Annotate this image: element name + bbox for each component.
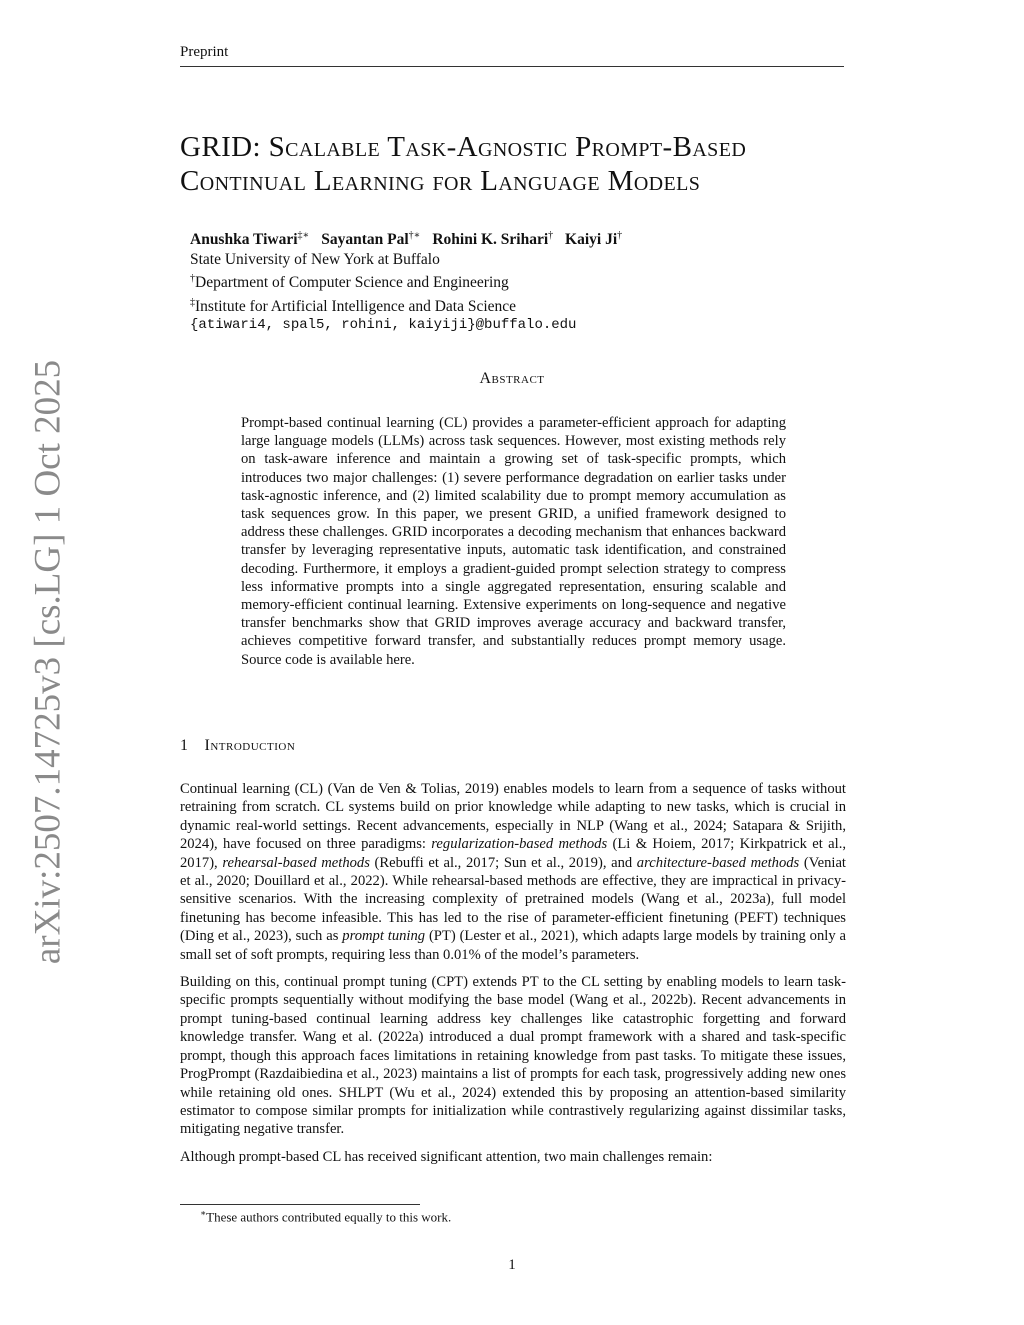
title-line-2: Continual Learning for Language Models bbox=[180, 165, 701, 197]
affiliation-department: †Department of Computer Science and Engineering bbox=[190, 273, 509, 292]
section-number: 1 bbox=[180, 737, 189, 754]
paragraph-1: Continual learning (CL) (Van de Ven & Tolias, 2019) enables models to learn from a sequence of tasks without retraining from scratch. CL systems build on prior knowledge while adapting to new tasks, which is crucial in dynamic real-world settings. Recent advancements, especially in NLP (Wang et al., 2024; Satapara & Srijith, 2024), have focused on three paradigms: regularization-based methods (Li & Hoiem, 2017; Kirkpatrick et al., 2017), rehearsal-based methods (Rebuffi et al., 2017; Sun et al., 2019), and architecture-based methods (Veniat et al., 2020; Douillard et al., 2022). While rehearsal-based methods are effective, they are impractical in privacy-sensitive scenarios. With the increasing complexity of pretrained models (Wang et al., 2023a), full model finetuning has become infeasible. This has led to the rise of parameter-efficient finetuning (PEFT) techniques (Ding et al., 2023), such as prompt tuning (PT) (Lester et al., 2021), which adapts large models by training only a small set of soft prompts, requiring less than 0.01% of the model’s parameters. bbox=[180, 781, 846, 963]
author: Sayantan Pal†∗ bbox=[321, 230, 421, 249]
paper-title bbox=[180, 130, 860, 198]
footnote: ∗These authors contributed equally to this work. bbox=[200, 1208, 452, 1225]
arxiv-identifier: arXiv:2507.14725v3 [cs.LG] 1 Oct 2025 bbox=[27, 359, 69, 965]
affiliation-institute: ‡Institute for Artificial Intelligence and Data Science bbox=[190, 296, 517, 315]
paragraph-2: Building on this, continual prompt tuning (CPT) extends PT to the CL setting by enabling models to learn task-specific prompts sequentially without modifying the base model (Wang et al., 2022b). Recent advancements in prompt tuning-based continual learning address key challenges like catastrophic forgetting and forward knowledge transfer. Wang et al. (2022a) introduced a dual prompt framework with a shared and task-specific prompt, though this approach faces limitations in retaining knowledge from past tasks. To mitigate these issues, ProgPrompt (Razdaibiedina et al., 2023) maintains a list of prompts for each task, progressively adding new ones while retaining old ones. SHLPT (Wu et al., 2024) extended this by proposing an attention-based similarity estimator to compose similar prompts for initialization while contrastively regularizing against dissimilar tasks, mitigating negative transfer. bbox=[180, 974, 846, 1138]
title-line-1: GRID: Scalable Task-Agnostic Prompt-Based bbox=[180, 131, 747, 163]
paragraph-3: Although prompt-based CL has received significant attention, two main challenges remain: bbox=[180, 1148, 713, 1165]
abstract-text: Prompt-based continual learning (CL) provides a parameter-efficient approach for adapting large language models (LLMs) across task sequences. However, most existing methods rely on task-aware inference and maintain a growing set of task-specific prompts, which introduces two major challenges: (1) severe performance degradation on earlier tasks under task-agnostic inference, and (2) limited scalability due to prompt memory accumulation as task sequences grow. In this paper, we present GRID, a unified framework designed to address these challenges. GRID incorporates a decoding mechanism that enhances backward transfer by leveraging representative inputs, automatic task identification, and constrained decoding. Furthermore, it employs a gradient-guided prompt selection strategy to compress less informative prompts into a single aggregated representation, ensuring scalable and memory-efficient continual learning. Extensive experiments on long-sequence and negative transfer benchmarks show that GRID improves average accuracy and backward transfer, achieves competitive forward transfer, and substantially reduces prompt memory usage. Source code is available here. bbox=[241, 415, 786, 668]
author: Rohini K. Srihari† bbox=[432, 230, 554, 249]
section-heading-introduction bbox=[180, 737, 295, 755]
header-rule bbox=[180, 66, 844, 67]
section-title: Introduction bbox=[204, 737, 296, 754]
page-number: 1 bbox=[508, 1257, 516, 1273]
author: Anushka Tiwari‡∗ bbox=[190, 230, 310, 249]
author: Kaiyi Ji† bbox=[565, 230, 623, 249]
abstract-heading: Abstract bbox=[479, 370, 545, 387]
footnote-rule bbox=[180, 1204, 420, 1205]
author-emails: {atiwari4, spal5, rohini, kaiyiji}@buffalo.edu bbox=[190, 317, 577, 334]
introduction-body bbox=[180, 780, 846, 1175]
running-head: Preprint bbox=[180, 44, 229, 60]
author-list bbox=[190, 226, 850, 250]
author-block bbox=[190, 226, 850, 336]
affiliation-university: State University of New York at Buffalo bbox=[190, 250, 440, 268]
